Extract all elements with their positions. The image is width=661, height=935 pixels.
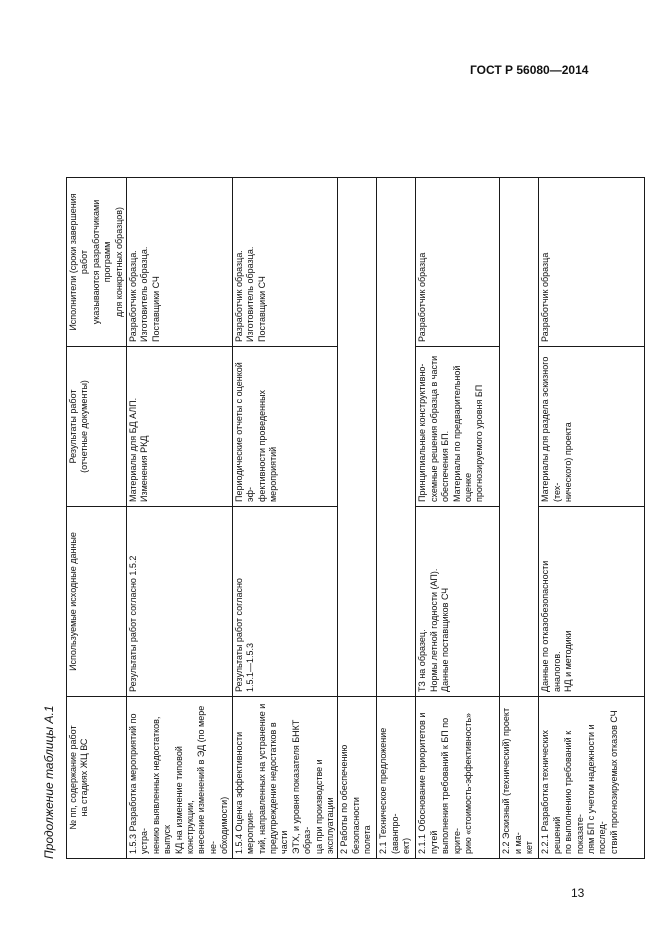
cell-executors: Разработчик образца. Изготовитель образца. Поставщики СЧ [127,178,233,347]
standard-number: ГОСТ Р 56080—2014 [470,63,589,77]
table-continuation-caption: Продолжение таблицы А.1 [42,705,56,859]
cell-stage-work: 2.2.1 Разработка технических решений по выполнению требований к показате- лям БП с учетом надежности и послед- ствий прогнозируемых отказов СЧ [539,697,645,859]
works-table [66,177,645,859]
section-empty [500,178,539,697]
table-header-row [67,178,127,859]
cell-input-data: Результаты работ согласно 1.5.2 [127,507,233,697]
cell-stage-work: 2.1.1 Обоснование приоритетов и путей выполнения требований к БП по крите- рию «стоимость-эффективность» [416,697,500,859]
cell-input-data: Результаты работ согласно 1.5.1—1.5.3 [232,507,338,697]
cell-results: Материалы для БД АЛП. Изменения РКД [127,347,233,507]
section-label: 2 Работы по обеспечению безопасности полета [338,697,377,859]
section-row [338,178,377,859]
cell-results: Материалы для раздела эскизного (тех- нического) проекта [539,347,645,507]
header-stage-work: № пп, содержание работ на стадиях ЖЦ ВС [67,697,127,859]
cell-input-data: Данные по отказобезопасности аналогов. НД и методики [539,507,645,697]
header-input-data: Используемые исходные данные [67,507,127,697]
cell-results: Периодические отчеты с оценкой эф- фективности проведенных мероприятий [232,347,338,507]
table-row [127,178,233,859]
page-number: 13 [571,886,585,900]
table-row [539,178,645,859]
cell-stage-work: 1.5.4 Оценка эффективности мероприя- тий, направленных на устранение и предупреждение недостатков в части ЭТХ, и уровня показателя БНКТ образ- ца при производстве и эксплуатации [232,697,338,859]
table-row [416,178,500,859]
section-label: 2.1 Техническое предложение (аванпро- ект) [377,697,416,859]
table-row [232,178,338,859]
section-row [377,178,416,859]
cell-executors: Разработчик образца. Изготовитель образца. Поставщики СЧ [232,178,338,347]
cell-executors: Разработчик образца [416,178,500,347]
header-executors: Исполнители (сроки завершения работ указываются разработчиками программ для конкретных образцов) [67,178,127,347]
section-label: 2.2 Эскизный (технический) проект и ма- кет [500,697,539,859]
cell-results: Принципиальные конструктивно- схемные решения образца в части обеспечения БП. Материалы по предварительной оценке прогнозируемого уровня БП [416,347,500,507]
section-empty [338,178,377,697]
header-results: Результаты работ (отчетные документы) [67,347,127,507]
section-empty [377,178,416,697]
rotated-table-container [42,57,619,859]
cell-input-data: ТЗ на образец. Нормы летной годности (АП). Данные поставщиков СЧ [416,507,500,697]
cell-executors: Разработчик образца [539,178,645,347]
section-row [500,178,539,859]
cell-stage-work: 1.5.3 Разработка мероприятий по устра- нению выявленных недостатков, выпуск КД на изменение типовой конструкции, внесение изменений в ЭД (по мере не- обходимости) [127,697,233,859]
